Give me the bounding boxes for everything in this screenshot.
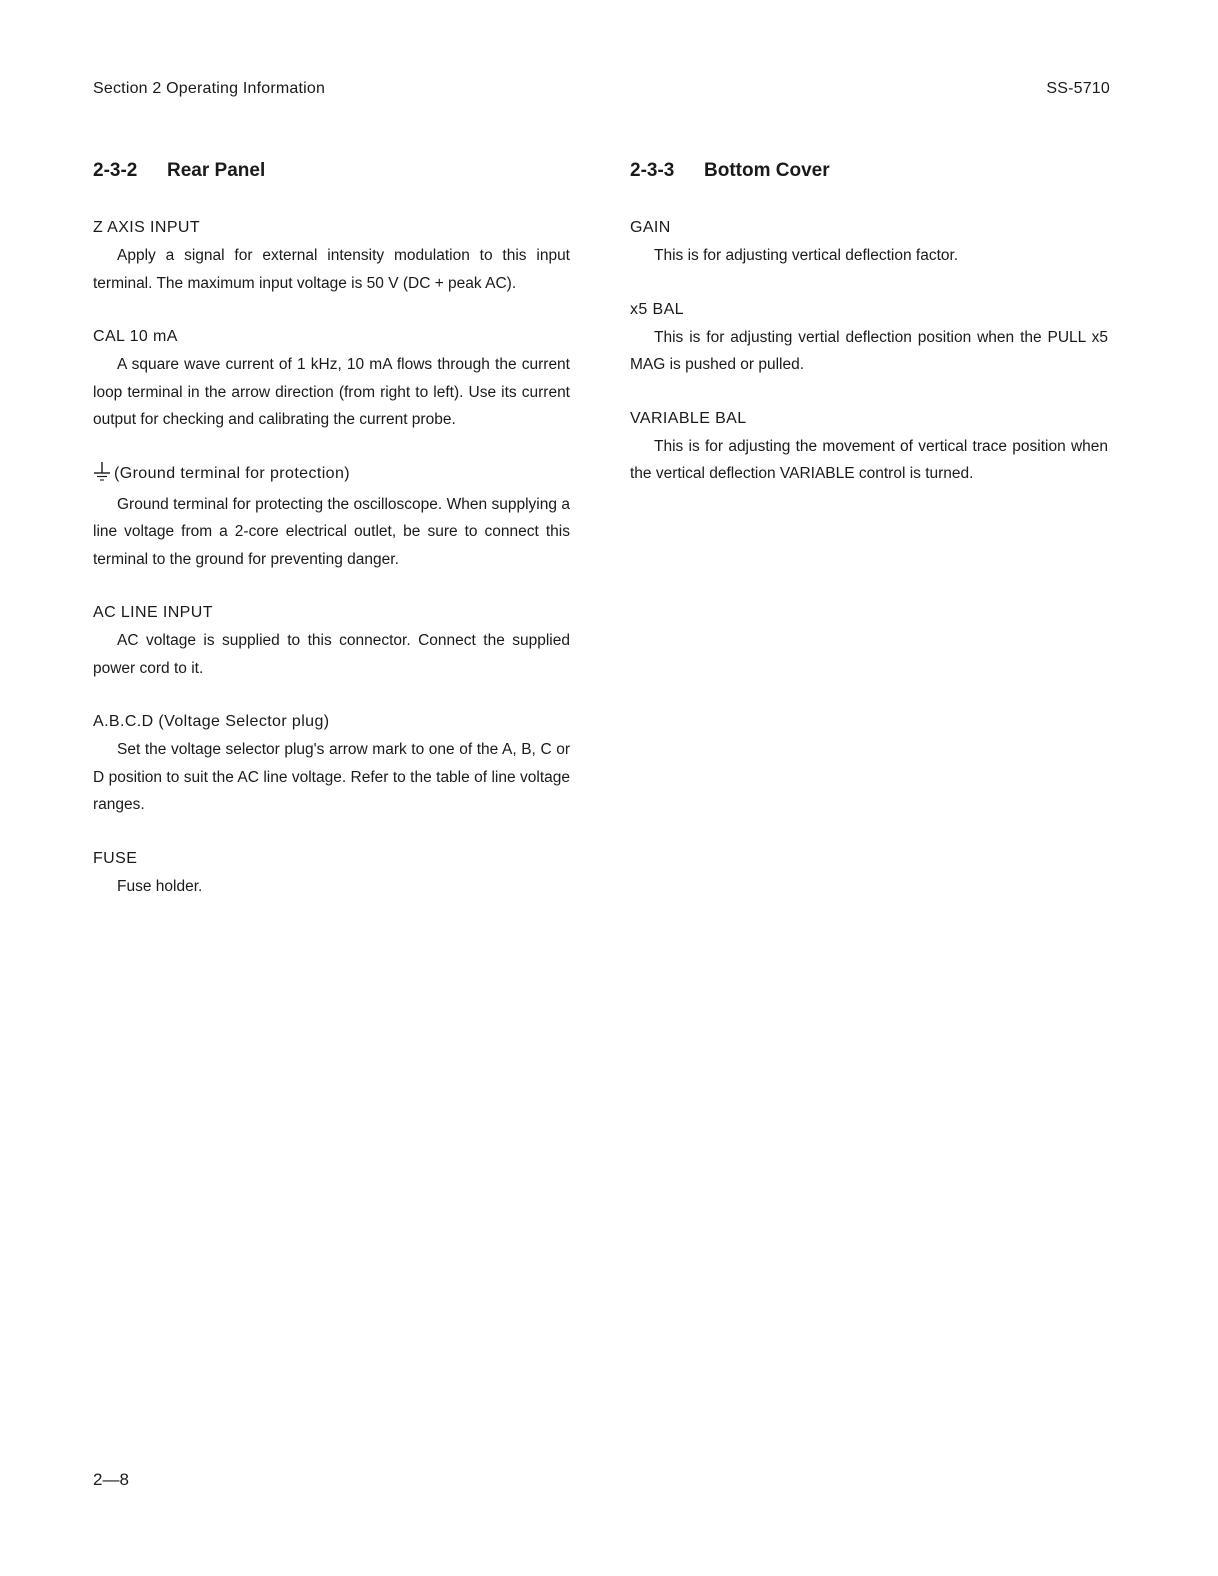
running-head-section: Section 2 Operating Information [93, 80, 326, 97]
item-x5-bal [630, 296, 1108, 379]
ground-icon [93, 461, 111, 491]
item-description: This is for adjusting the movement of vertical trace position when the vertical deflection VARIABLE control is turned. [630, 437, 1108, 482]
running-head-model: SS-5710 [1046, 80, 1110, 97]
item-title: (Ground terminal for protection) [114, 464, 351, 482]
item-cal-10ma [93, 323, 570, 434]
item-description: Fuse holder. [117, 877, 203, 895]
item-description: This is for adjusting vertical deflection factor. [654, 247, 959, 264]
section-number: 2-3-2 [93, 160, 138, 181]
item-title: VARIABLE BAL [630, 409, 747, 427]
item-description: Set the voltage selector plug's arrow mark to one of the A, B, C or D position to suit the AC line voltage. Refer to the table of line voltage ranges. [93, 741, 570, 813]
right-column [630, 160, 1108, 514]
item-description: Apply a signal for external intensity modulation to this input terminal. The maximum input voltage is 50 V (DC + peak AC). [93, 247, 570, 292]
section-number: 2-3-3 [630, 160, 675, 181]
item-description: Ground terminal for protecting the oscilloscope. When supplying a line voltage from a 2-core electrical outlet, be sure to connect this terminal to the ground for preventing danger. [93, 495, 570, 568]
item-voltage-selector [93, 708, 570, 819]
item-fuse [93, 845, 570, 901]
item-ground-terminal [93, 460, 570, 574]
section-title: Bottom Cover [704, 160, 830, 181]
item-title: A.B.C.D (Voltage Selector plug) [93, 713, 330, 730]
section-heading-rear-panel [93, 160, 570, 182]
item-ac-line-input [93, 599, 570, 682]
item-title: x5 BAL [630, 300, 684, 318]
section-title: Rear Panel [167, 160, 266, 181]
item-z-axis-input [93, 214, 570, 297]
item-description: This is for adjusting vertial deflection position when the PULL x5 MAG is pushed or pulled. [630, 328, 1108, 373]
item-description: AC voltage is supplied to this connector. Connect the supplied power cord to it. [93, 632, 570, 677]
item-description: A square wave current of 1 kHz, 10 mA flows through the current loop terminal in the arrow direction (from right to left). Use its current output for checking and calibrating the current probe. [93, 356, 570, 428]
item-title-row [93, 460, 570, 491]
item-title: GAIN [630, 219, 671, 236]
item-title: AC LINE INPUT [93, 604, 213, 621]
section-heading-bottom-cover [630, 160, 1108, 182]
item-variable-bal [630, 405, 1108, 488]
page-number: 2—8 [93, 1470, 129, 1489]
item-title: CAL 10 mA [93, 328, 178, 345]
left-column [93, 160, 570, 926]
item-gain [630, 214, 1108, 270]
item-title: Z AXIS INPUT [93, 219, 201, 236]
item-title: FUSE [93, 849, 138, 867]
